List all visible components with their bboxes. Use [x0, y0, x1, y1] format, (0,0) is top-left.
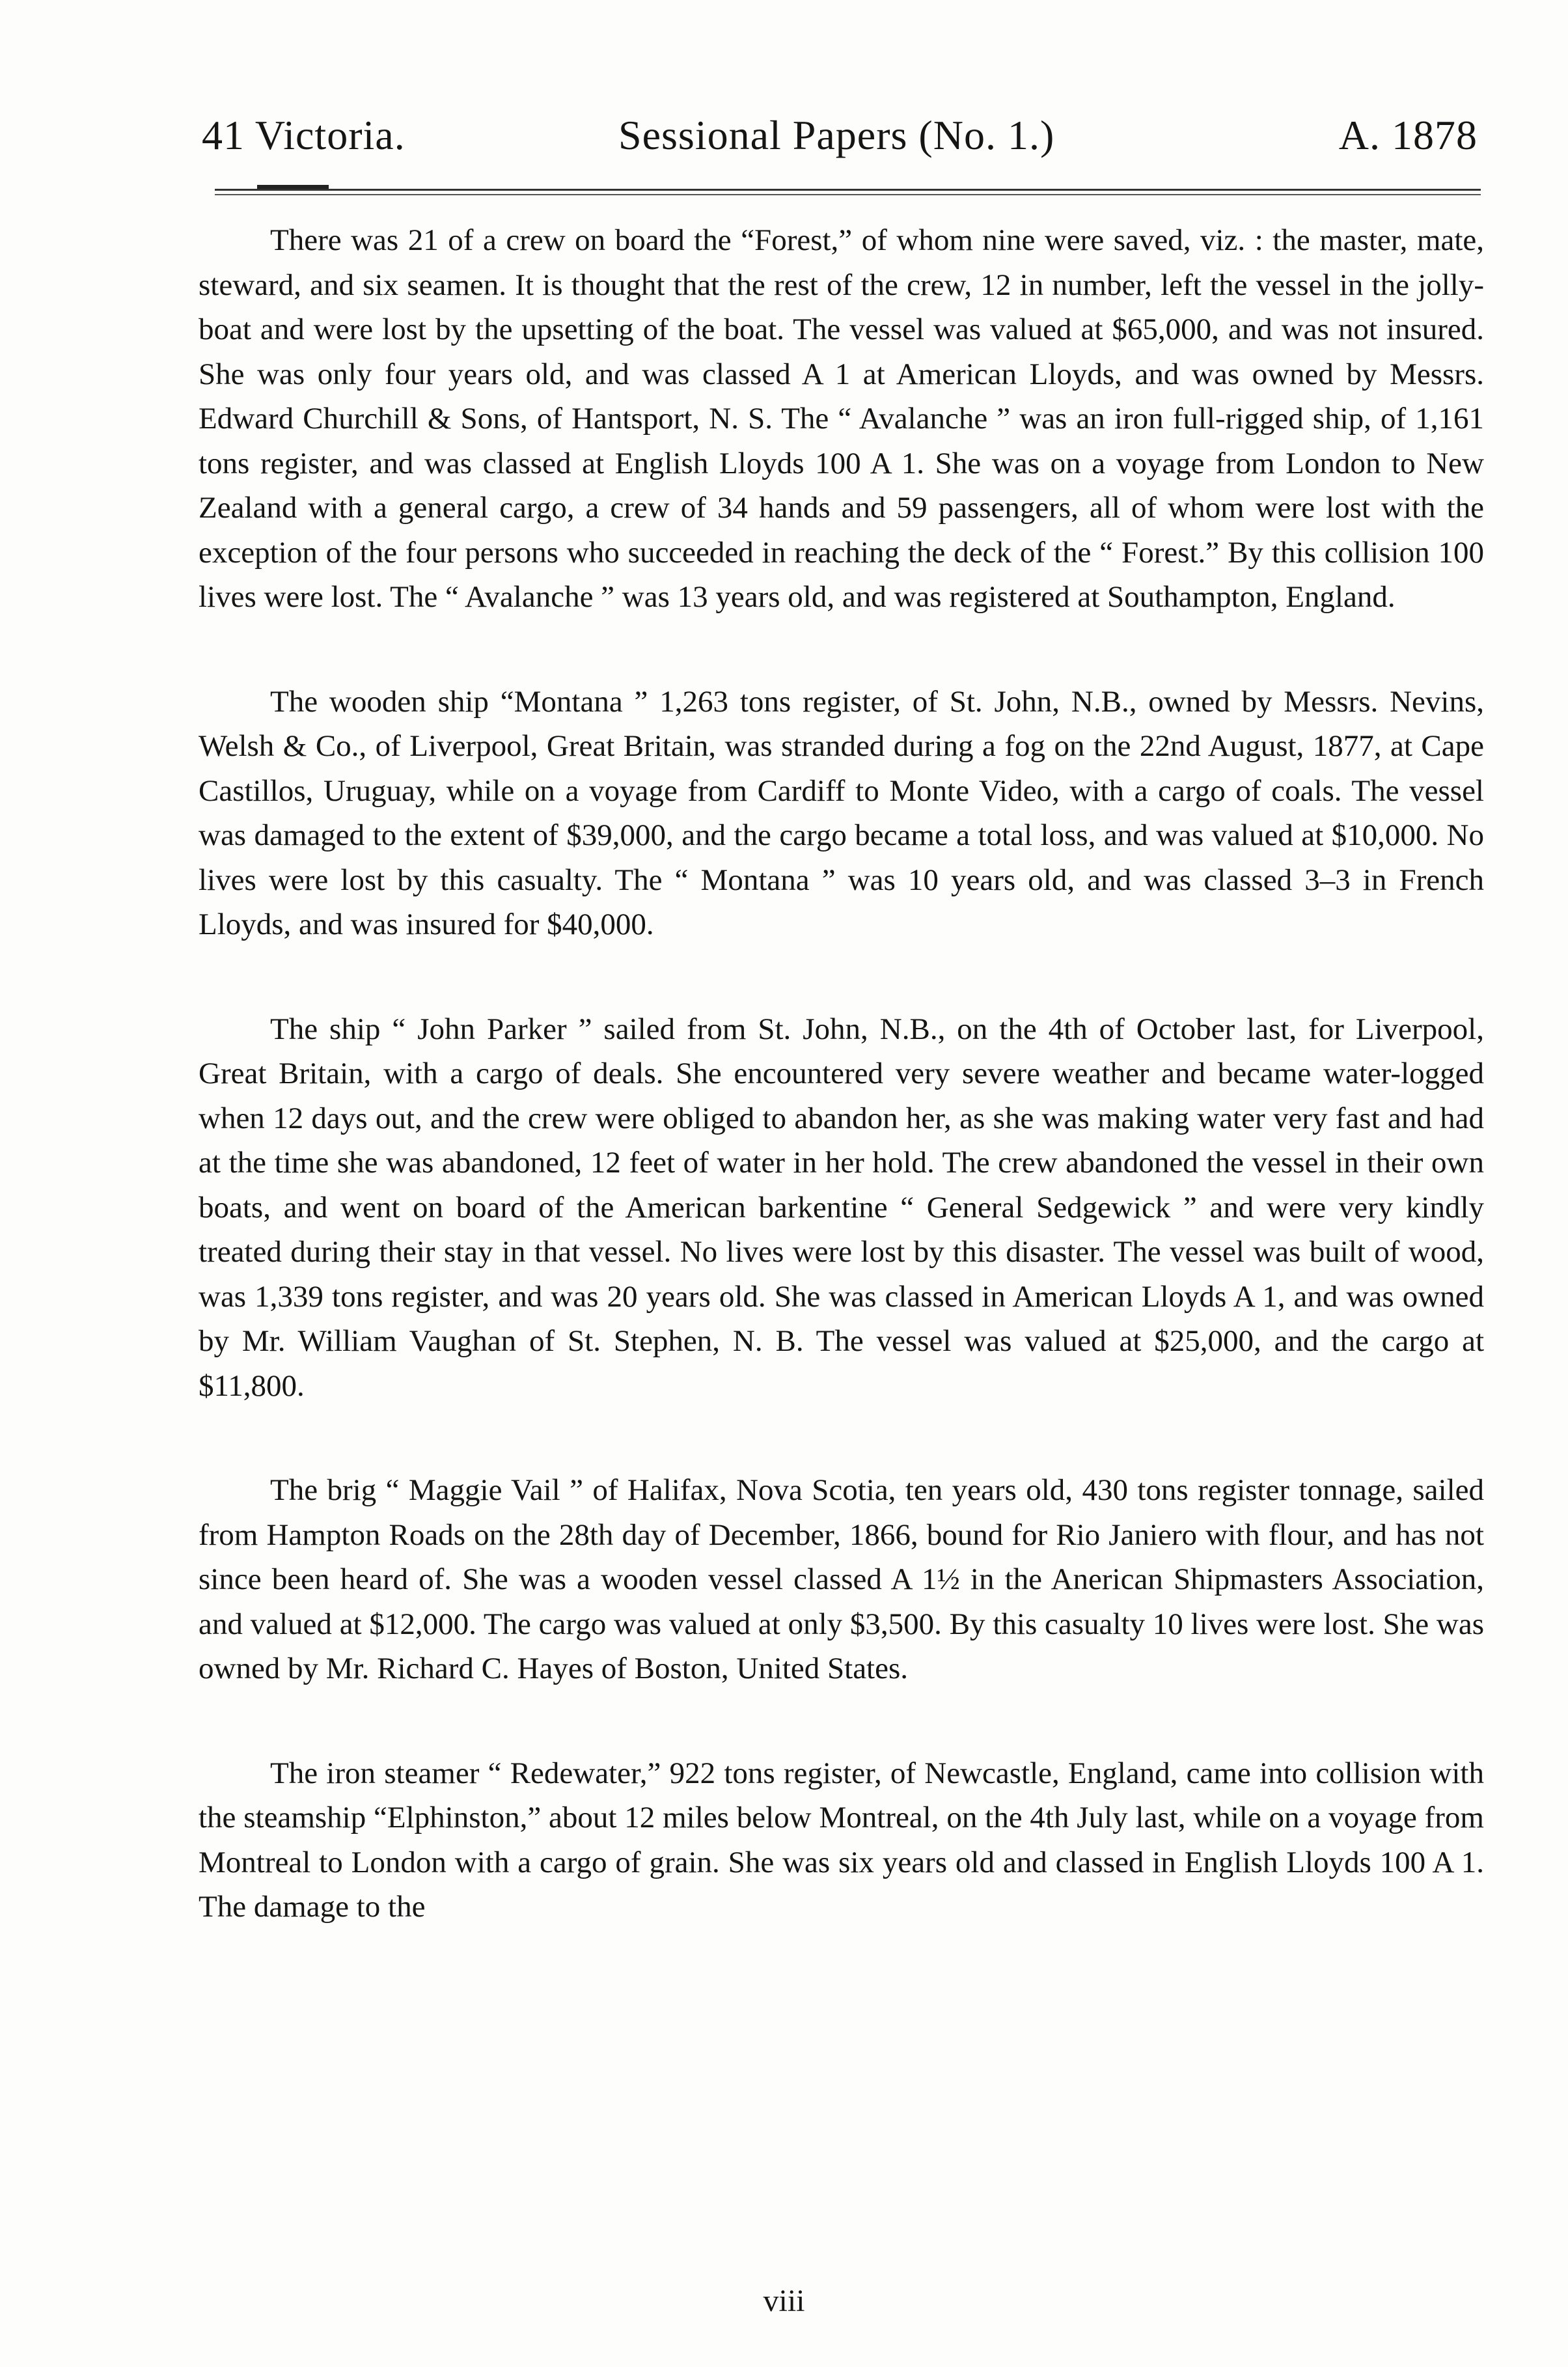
- paragraph-forest-avalanche: There was 21 of a crew on board the “Forest,” of whom nine were saved, viz. : the master, mate, steward, and six seamen. It is thought that the rest of the crew, 12 in number, left the vessel in the jolly-boat and were lost by the upsetting of the boat. The vessel was valued at $65,000, and was not insured. She was only four years old, and was classed A 1 at American Lloyds, and was owned by Messrs. Edward Churchill & Sons, of Hantsport, N. S. The “ Avalanche ” was an iron full-rigged ship, of 1,161 tons register, and was classed at English Lloyds 100 A 1. She was on a voyage from London to New Zealand with a general cargo, a crew of 34 hands and 59 passengers, all of whom were lost with the exception of the four persons who succeeded in reaching the deck of the “ Forest.” By this collision 100 lives were lost. The “ Avalanche ” was 13 years old, and was registered at Southampton, England.: [199, 223, 1484, 614]
- running-header: [202, 109, 1478, 161]
- header-session: A. 1878: [1338, 112, 1478, 158]
- paragraph-redewater: The iron steamer “ Redewater,” 922 tons register, of Newcastle, England, came into collision with the steamship “Elphinston,” about 12 miles below Montreal, on the 4th July last, while on a voyage from Montreal to London with a cargo of grain. She was six years old and classed in English Lloyds 100 A 1. The damage to the: [199, 1756, 1484, 1924]
- page-number: viii: [763, 2284, 805, 2318]
- header-title: Sessional Papers (No. 1.): [618, 112, 1055, 158]
- page-body: [199, 218, 1484, 1930]
- header-rule: [215, 189, 1481, 191]
- header-regnal-year: 41 Victoria.: [202, 112, 406, 158]
- paragraph-maggie-vail: The brig “ Maggie Vail ” of Halifax, Nova Scotia, ten years old, 430 tons register tonnage, sailed from Hampton Roads on the 28th day of December, 1866, bound for Rio Janiero with flour, and has not since been heard of. She was a wooden vessel classed A 1½ in the Anerican Shipmasters Association, and valued at $12,000. The cargo was valued at only $3,500. By this casualty 10 lives were lost. She was owned by Mr. Richard C. Hayes of Boston, United States.: [199, 1473, 1484, 1685]
- paragraph-montana: The wooden ship “Montana ” 1,263 tons register, of St. John, N.B., owned by Messrs. Nevins, Welsh & Co., of Liverpool, Great Britain, was stranded during a fog on the 22nd August, 1877, at Cape Castillos, Uruguay, while on a voyage from Cardiff to Monte Video, with a cargo of coals. The vessel was damaged to the extent of $39,000, and the cargo became a total loss, and was valued at $10,000. No lives were lost by this casualty. The “ Montana ” was 10 years old, and was classed 3–3 in French Lloyds, and was insured for $40,000.: [199, 684, 1484, 941]
- paragraph-john-parker: The ship “ John Parker ” sailed from St. John, N.B., on the 4th of October last, for Liverpool, Great Britain, with a cargo of deals. She encountered very severe weather and became water-logged when 12 days out, and the crew were obliged to abandon her, as she was making water very fast and had at the time she was abandoned, 12 feet of water in her hold. The crew abandoned the vessel in their own boats, and went on board of the American barkentine “ General Sedgewick ” and were very kindly treated during their stay in that vessel. No lives were lost by this disaster. The vessel was built of wood, was 1,339 tons register, and was 20 years old. She was classed in American Lloyds A 1, and was owned by Mr. William Vaughan of St. Stephen, N. B. The vessel was valued at $25,000, and the cargo at $11,800.: [199, 1012, 1484, 1403]
- header-rule-secondary: [215, 194, 1481, 195]
